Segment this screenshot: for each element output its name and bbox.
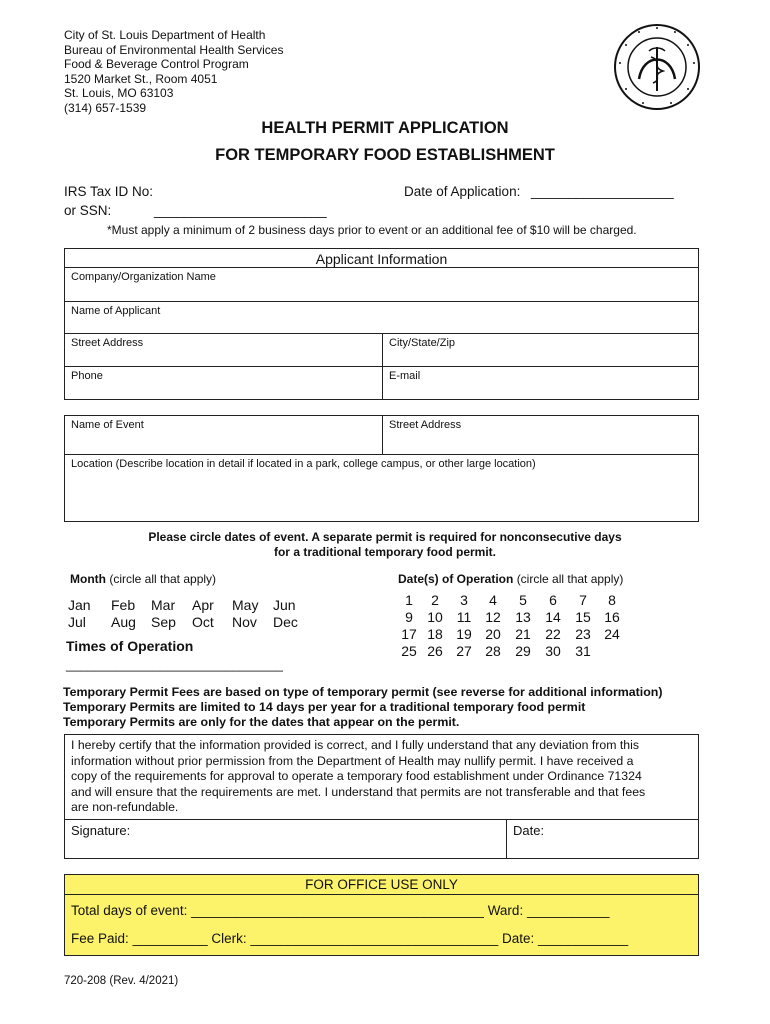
month-option[interactable]: May (232, 597, 259, 613)
day-option[interactable]: 31 (575, 643, 591, 659)
date-of-application-field[interactable]: ___________________ (531, 184, 674, 199)
day-option[interactable]: 19 (456, 626, 472, 642)
fee-paid-label: Fee Paid: (71, 931, 129, 946)
signature-field[interactable] (65, 819, 506, 858)
applicant-information-heading: Applicant Information (315, 251, 448, 267)
office-use-section (64, 874, 699, 956)
day-option[interactable]: 27 (456, 643, 472, 659)
month-option[interactable]: Jun (273, 597, 296, 613)
certification-line: information without prior permission from the Department of Health may nullify permit. I have received a (71, 753, 634, 768)
day-option[interactable]: 13 (515, 609, 531, 625)
dates-label: Date(s) of Operation (398, 572, 514, 586)
event-street-label: Street Address (389, 419, 462, 431)
total-days-field[interactable]: _______________________________________ (191, 903, 484, 918)
day-option[interactable]: 18 (427, 626, 443, 642)
address-line: St. Louis, MO 63103 (64, 86, 174, 101)
ssn-field[interactable]: _______________________ (154, 203, 327, 218)
address-line: Food & Beverage Control Program (64, 57, 249, 72)
fee-row (71, 931, 628, 946)
day-option[interactable]: 14 (545, 609, 561, 625)
office-divider (65, 894, 698, 895)
month-option[interactable]: Jan (68, 597, 91, 613)
day-option[interactable]: 17 (401, 626, 417, 642)
day-option[interactable]: 23 (575, 626, 591, 642)
month-option[interactable]: Nov (232, 614, 257, 630)
agency-address (64, 28, 283, 116)
month-option[interactable]: Jul (68, 614, 86, 630)
day-option[interactable]: 1 (405, 592, 413, 608)
day-option[interactable]: 22 (545, 626, 561, 642)
month-option[interactable]: Oct (192, 614, 214, 630)
applicant-information-section (64, 248, 699, 400)
dates-hint: (circle all that apply) (516, 572, 624, 586)
address-line: (314) 657-1539 (64, 100, 147, 115)
day-option[interactable]: 24 (604, 626, 620, 642)
month-hint: (circle all that apply) (109, 572, 217, 586)
month-label: Month (70, 572, 106, 586)
event-section (64, 415, 699, 522)
day-option[interactable]: 21 (515, 626, 531, 642)
month-heading (70, 572, 216, 586)
day-option[interactable]: 3 (460, 592, 468, 608)
day-option[interactable]: 7 (579, 592, 587, 608)
address-line: Bureau of Environmental Health Services (64, 42, 284, 57)
phone-label: Phone (71, 370, 103, 382)
irs-tax-id-label: IRS Tax ID No: (64, 184, 154, 199)
event-street-field[interactable] (382, 416, 698, 454)
event-name-label: Name of Event (71, 419, 144, 431)
certification-text (71, 738, 693, 816)
health-department-seal (613, 23, 701, 111)
applicant-street-field[interactable] (65, 333, 382, 366)
office-date-label: Date: (502, 931, 535, 946)
day-option[interactable]: 28 (485, 643, 501, 659)
dates-instruction: Please circle dates of event. A separate permit is required for nonconsecutive days (148, 530, 622, 544)
clerk-label: Clerk: (211, 931, 247, 946)
month-option[interactable]: Mar (151, 597, 176, 613)
dates-instruction-cont: for a traditional temporary food permit. (273, 545, 497, 559)
day-option[interactable]: 20 (485, 626, 501, 642)
day-option[interactable]: 12 (485, 609, 501, 625)
day-option[interactable]: 26 (427, 643, 443, 659)
day-option[interactable]: 9 (405, 609, 413, 625)
address-line: City of St. Louis Department of Health (64, 28, 266, 42)
ward-field[interactable]: ___________ (526, 903, 610, 918)
signature-date-label: Date: (513, 823, 545, 838)
address-line: 1520 Market St., Room 4051 (64, 71, 218, 86)
event-name-field[interactable] (65, 416, 382, 454)
office-date-field[interactable]: ____________ (538, 931, 629, 946)
event-location-label: Location (Describe location in detail if located in a park, college campus, or other large location) (71, 458, 536, 470)
certification-line: are non-refundable. (71, 800, 179, 814)
ward-label: Ward: (487, 903, 524, 918)
fees-note: Temporary Permit Fees are based on type of temporary permit (see reverse for additional information) (63, 685, 663, 699)
certification-line: copy of the requirements for approval to operate a temporary food establishment under Ordinance 71324 (71, 769, 642, 783)
day-option[interactable]: 4 (489, 592, 497, 608)
form-number: 720-208 (Rev. 4/2021) (64, 975, 179, 987)
day-option[interactable]: 8 (608, 592, 616, 608)
limits-note: Temporary Permits are limited to 14 days per year for a traditional temporary food permit (63, 700, 586, 714)
total-days-label: Total days of event: (71, 903, 188, 918)
month-option[interactable]: Apr (192, 597, 214, 613)
form-subtitle: FOR TEMPORARY FOOD ESTABLISHMENT (215, 146, 555, 164)
event-location-field[interactable] (65, 454, 698, 521)
clerk-field[interactable]: _________________________________ (250, 931, 499, 946)
ssn-label: or SSN: (64, 203, 112, 218)
month-option[interactable]: Sep (151, 614, 176, 630)
email-label: E-mail (389, 370, 421, 382)
day-option[interactable]: 2 (431, 592, 439, 608)
signature-date-field[interactable] (506, 819, 698, 858)
times-of-operation-field[interactable]: ______________________________ (66, 657, 283, 672)
dates-heading (398, 572, 623, 586)
day-option[interactable]: 5 (519, 592, 527, 608)
phone-field[interactable] (65, 366, 382, 399)
day-option[interactable]: 30 (545, 643, 561, 659)
company-name-label: Company/Organization Name (71, 271, 216, 283)
month-option[interactable]: Feb (111, 597, 136, 613)
day-option[interactable]: 29 (515, 643, 531, 659)
day-options (398, 592, 638, 660)
city-state-zip-field[interactable] (382, 333, 698, 366)
certification-line: I hereby certify that the information provided is correct, and I fully understand that any deviation from this (71, 738, 639, 752)
certification-section (64, 734, 699, 859)
day-option[interactable]: 6 (549, 592, 557, 608)
applicant-name-label: Name of Applicant (71, 305, 161, 317)
day-option[interactable]: 11 (456, 609, 472, 625)
office-use-heading: FOR OFFICE USE ONLY (305, 877, 458, 892)
signature-label: Signature: (71, 823, 131, 838)
applicant-street-label: Street Address (71, 337, 144, 349)
certification-line: and will ensure that the requirements are met. I understand that permits are not transferable and that fees (71, 784, 646, 799)
email-field[interactable] (382, 366, 698, 399)
dates-validity-note: Temporary Permits are only for the dates that appear on the permit. (63, 715, 460, 729)
fee-paid-field[interactable]: __________ (132, 931, 208, 946)
day-option[interactable]: 10 (427, 609, 443, 625)
applicant-name-field[interactable] (65, 301, 698, 334)
total-days-row (71, 903, 610, 918)
deadline-note: *Must apply a minimum of 2 business days prior to event or an additional fee of $10 will be charged. (107, 223, 637, 237)
form-title: HEALTH PERMIT APPLICATION (261, 119, 509, 137)
day-option[interactable]: 25 (401, 643, 417, 659)
month-option[interactable]: Aug (111, 614, 136, 630)
day-option[interactable]: 15 (575, 609, 591, 625)
times-of-operation-label: Times of Operation (66, 638, 194, 654)
month-option[interactable]: Dec (273, 614, 298, 630)
date-of-application-label: Date of Application: (404, 184, 521, 199)
city-state-zip-label: City/State/Zip (389, 337, 456, 349)
company-name-field[interactable] (65, 267, 698, 302)
day-option[interactable]: 16 (604, 609, 620, 625)
